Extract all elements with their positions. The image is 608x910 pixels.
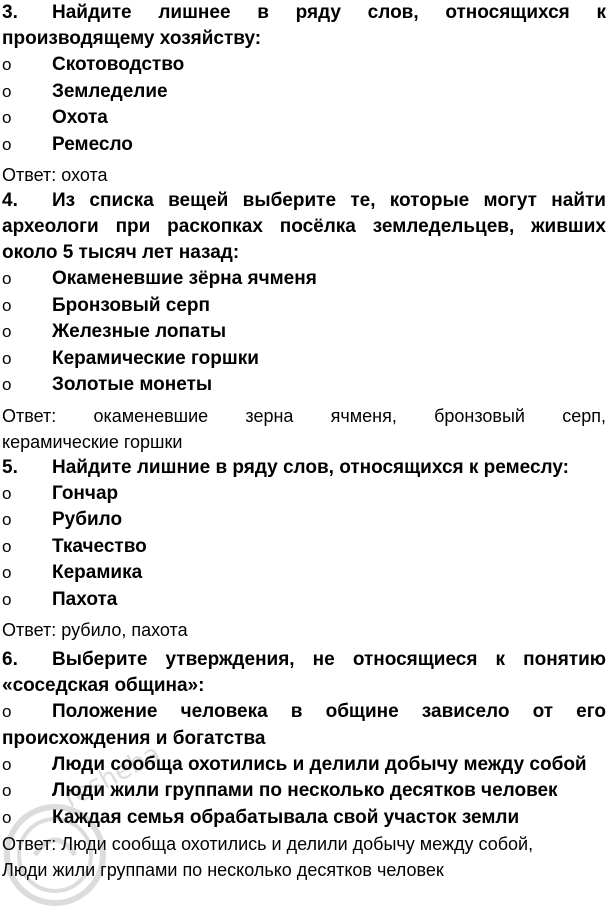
question-number: 5. — [2, 456, 18, 478]
bullet-icon: o — [2, 589, 12, 609]
bullet-icon: o — [2, 322, 12, 341]
option-item — [2, 293, 606, 320]
bullet-icon: o — [2, 108, 12, 127]
option-item — [2, 346, 606, 373]
option-text: Бронзовый серп — [52, 294, 211, 316]
question-header — [2, 188, 606, 214]
option-text: Пахота — [52, 588, 118, 610]
option-item — [2, 266, 606, 293]
answer-line: Ответ: Люди сообща охотились и делили добычу между собой, — [2, 834, 534, 854]
question-text: Из списка вещей выберите те, которые могут найти — [52, 190, 606, 211]
answer-text: Ответ: рубило, пахота — [2, 620, 188, 640]
option-text: Люди сообща охотились и делили добычу между собой — [52, 753, 587, 775]
option-item — [2, 560, 606, 587]
bullet-icon: o — [2, 295, 12, 315]
question-text-continued: археологи при раскопках посёлка земледельцев, живших — [2, 216, 606, 237]
option-item — [2, 752, 606, 779]
bullet-icon: o — [2, 134, 12, 154]
bullet-icon: o — [2, 348, 12, 368]
bullet-icon: o — [2, 754, 12, 774]
question-text: Найдите лишнее в ряду слов, относящихся к — [52, 2, 606, 23]
option-text: Скотоводство — [52, 54, 185, 75]
bullet-icon: o — [2, 510, 12, 529]
question-text: Найдите лишние в ряду слов, относящихся к ремеслу: — [52, 456, 569, 478]
option-item — [2, 778, 606, 805]
question-text-continued: производящему хозяйству: — [2, 28, 262, 49]
option-item — [2, 534, 606, 561]
document-page — [2, 0, 606, 883]
question-header — [2, 455, 606, 481]
svg-text:resheba: resheba — [59, 738, 166, 815]
question-text: Выберите утверждения, не относящиеся к понятию — [52, 649, 606, 670]
option-text: Железные лопаты — [52, 321, 227, 342]
option-text: Люди жили группами по несколько десятков человек — [52, 780, 558, 801]
option-text: Золотые монеты — [52, 374, 213, 395]
option-item — [2, 105, 606, 132]
option-text-continued: происхождения и богатства — [2, 727, 266, 749]
option-text: Положение человека в общине зависело от его — [52, 701, 606, 722]
option-item — [2, 52, 606, 79]
bullet-icon: o — [2, 807, 12, 827]
option-text: Керамические горшки — [52, 347, 259, 369]
question-text-continued: «соседская община»: — [2, 675, 205, 696]
option-item — [2, 587, 606, 614]
bullet-icon: o — [2, 269, 12, 288]
bullet-icon: o — [2, 55, 12, 74]
question-3 — [2, 0, 606, 188]
answer-text — [2, 403, 606, 455]
bullet-icon: o — [2, 536, 12, 556]
answer-line: Ответ: окаменевшие зерна ячменя, бронзовый серп, — [2, 405, 606, 426]
answer-line: керамические горшки — [2, 431, 183, 452]
question-header — [2, 0, 606, 26]
option-text: Ремесло — [52, 133, 133, 155]
answer-line: Люди жили группами по несколько десятков человек — [2, 860, 444, 880]
option-item — [2, 132, 606, 159]
option-text: Земледелие — [52, 80, 168, 102]
option-text: Ткачество — [52, 535, 147, 557]
option-text: Охота — [52, 107, 108, 128]
option-text: Каждая семья обрабатывала свой участок земли — [52, 806, 520, 828]
option-item — [2, 481, 606, 508]
question-text-continued: около 5 тысяч лет назад: — [2, 242, 240, 263]
option-item — [2, 319, 606, 346]
option-item — [2, 699, 606, 726]
question-number: 4. — [2, 190, 18, 211]
bullet-icon: o — [2, 375, 12, 394]
answer-text: Ответ: охота — [2, 165, 108, 185]
question-number: 6. — [2, 649, 18, 670]
bullet-icon: o — [2, 702, 12, 721]
option-text: Рубило — [52, 509, 123, 530]
option-item — [2, 507, 606, 534]
question-header — [2, 647, 606, 673]
option-item — [2, 372, 606, 399]
option-text: Гончар — [52, 482, 119, 504]
question-4 — [2, 188, 606, 455]
bullet-icon: o — [2, 81, 12, 101]
bullet-icon: o — [2, 563, 12, 582]
question-6 — [2, 647, 606, 883]
option-item — [2, 805, 606, 832]
option-item — [2, 79, 606, 106]
bullet-icon: o — [2, 781, 12, 800]
answer-text — [2, 831, 606, 883]
question-number: 3. — [2, 2, 18, 23]
option-text: Окаменевшие зёрна ячменя — [52, 268, 317, 289]
option-text: Керамика — [52, 562, 143, 583]
bullet-icon: o — [2, 483, 12, 503]
question-5 — [2, 455, 606, 644]
